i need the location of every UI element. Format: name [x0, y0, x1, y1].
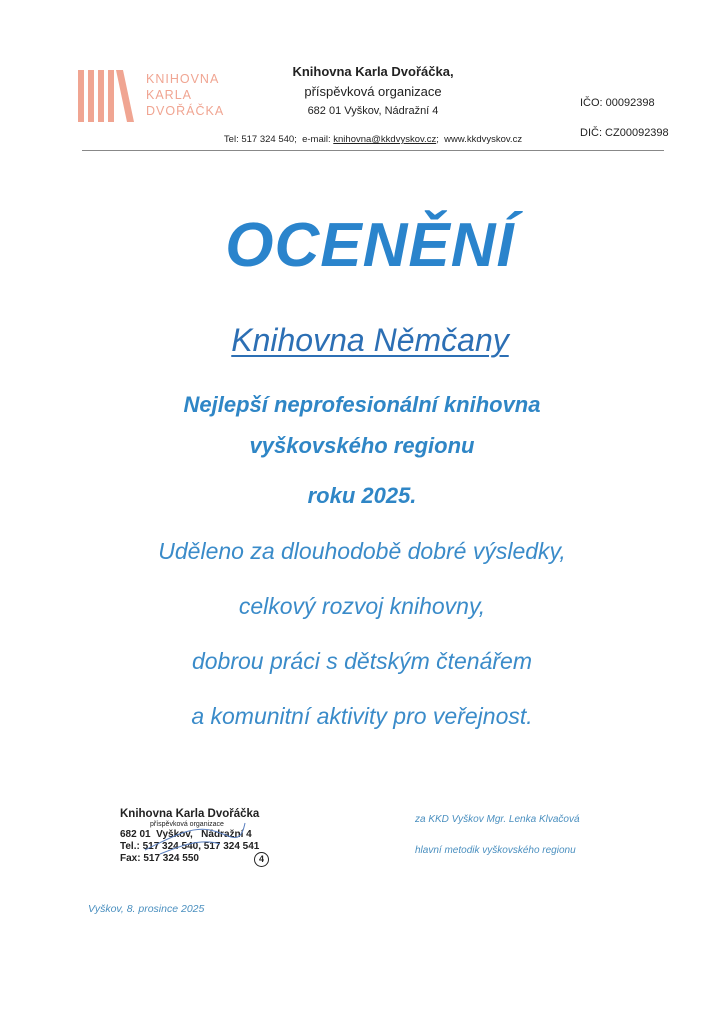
header-divider [82, 150, 664, 151]
reason-line: celkový rozvoj knihovny, [238, 593, 486, 619]
logo-mark-icon [78, 70, 134, 122]
stamp-address: 682 01 Vyškov, Nádražní 4 [120, 829, 252, 840]
recipient: Knihovna Němčany [231, 322, 509, 358]
stamp-tel: Tel.: 517 324 540, 517 324 541 [120, 841, 260, 852]
stamp-name: Knihovna Karla Dvořáčka [120, 808, 260, 820]
org-address: 682 01 Vyškov, Nádražní 4 [307, 105, 439, 117]
email-label: e-mail: [302, 134, 331, 145]
reason-line: dobrou práci s dětským čtenářem [191, 648, 533, 674]
contact-line [200, 134, 546, 145]
stamp-fax: Fax: 517 324 550 [120, 853, 199, 864]
separator: ; [436, 134, 439, 145]
page-title: OCENĚNÍ [225, 211, 515, 280]
official-stamp [120, 808, 280, 865]
award-line: vyškovského regionu [249, 433, 475, 458]
email-link[interactable]: knihovna@kkdvyskov.cz [333, 134, 437, 145]
signatory-role: hlavní metodik vyškovského regionu [415, 845, 576, 856]
tel: Tel: 517 324 540; [223, 134, 297, 145]
signature-scribble-icon [140, 818, 250, 858]
award-line: roku 2025. [307, 483, 417, 508]
web-link[interactable]: www.kkdvyskov.cz [444, 134, 523, 145]
reason-line: Uděleno za dlouhodobě dobré výsledky, [158, 538, 566, 564]
award-line: Nejlepší neprofesionální knihovna [183, 392, 541, 417]
stamp-type: příspěvková organizace [150, 821, 224, 828]
dic: DIČ: CZ00092398 [580, 127, 669, 139]
logo-line: KARLA [146, 88, 192, 102]
signatory-name: za KKD Vyškov Mgr. Lenka Klvačová [415, 814, 580, 825]
org-name: Knihovna Karla Dvořáčka, [292, 64, 454, 79]
issue-date: Vyškov, 8. prosince 2025 [88, 903, 205, 915]
stamp-number: 4 [254, 852, 269, 867]
org-type: příspěvková organizace [304, 84, 442, 99]
logo-line: KNIHOVNA [146, 72, 220, 86]
reason-line: a komunitní aktivity pro veřejnost. [191, 703, 533, 729]
ico: IČO: 00092398 [580, 97, 655, 109]
logo-line: DVOŘÁČKA [146, 104, 225, 118]
